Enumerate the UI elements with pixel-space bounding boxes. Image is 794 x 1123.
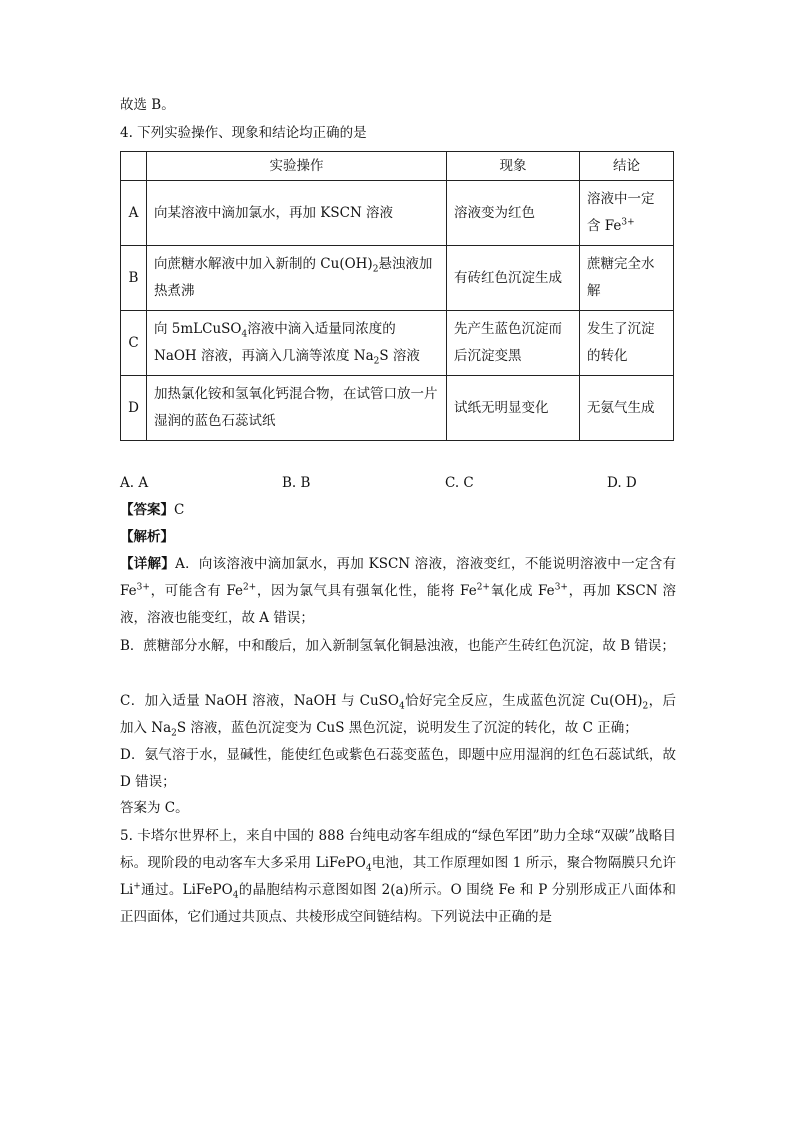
detail-label: 【详解】	[120, 556, 176, 572]
table-row	[121, 246, 674, 311]
answer-options	[120, 475, 640, 495]
explanation-b: B．蔗糖部分水解，中和酸后，加入新制氢氧化铜悬浊液，也能产生砖红色沉淀，故 B 错误；	[120, 638, 675, 654]
header-operation: 实验操作	[147, 152, 447, 181]
row-operation: 向 5mLCuSO$_4$溶液中滴入适量同浓度的 NaOH 溶液，再滴入几滴等浓度 $Na_2S$ 溶液	[147, 311, 447, 376]
row-operation: 向蔗糖水解液中加入新制的 $Cu(OH)_2$悬浊液加热煮沸	[147, 246, 447, 311]
experiment-table	[120, 151, 674, 441]
answer-label: 【答案】	[120, 502, 174, 518]
previous-answer-conclusion: 故选 B。	[120, 97, 175, 113]
header-conclusion: 结论	[580, 152, 674, 181]
row-conclusion: 蔗糖完全水解	[580, 246, 674, 311]
explanation-a: 【详解】A．向该溶液中滴加氯水，再加 KSCN 溶液，溶液变红，不能说明溶液中一定含有 $Fe^{3+}$，可能含有 $Fe^{2+}$，因为氯气具有强氧化性，能将 $Fe^{2+}$氧化成 $Fe^{3+}$，再加 KSCN 溶液，溶液也能变红，故 A 错误；	[120, 556, 676, 626]
row-label: C	[121, 311, 147, 376]
header-phenomenon: 现象	[447, 152, 580, 181]
row-phenomenon: 溶液变为红色	[447, 181, 580, 246]
row-label: B	[121, 246, 147, 311]
row-operation: 加热氯化铵和氢氧化钙混合物，在试管口放一片湿润的蓝色石蕊试纸	[147, 376, 447, 441]
option-d: D. D	[607, 475, 637, 491]
analysis-label: 【解析】	[120, 529, 174, 545]
question-4-stem: 4. 下列实验操作、现象和结论均正确的是	[120, 125, 367, 141]
table-row	[121, 376, 674, 441]
row-phenomenon: 有砖红色沉淀生成	[447, 246, 580, 311]
row-operation: 向某溶液中滴加氯水，再加 KSCN 溶液	[147, 181, 447, 246]
answer-line	[120, 500, 184, 520]
question-5-stem: 5. 卡塔尔世界杯上，来自中国的 888 台纯电动客车组成的“绿色军团”助力全球“双碳”战略目标。现阶段的电动客车大多采用 LiFePO$_4$电池，其工作原理如图 1 所示，聚合物隔膜只允许 Li+通过。LiFePO$_4$的晶胞结构示意图如图 2(a)所示。O 围绕 Fe 和 P 分别形成正八面体和正四面体，它们通过共顶点、共棱形成空间链结构。下列说法中正确的是	[120, 828, 677, 925]
explanation-d: D．氨气溶于水，显碱性，能使红色或紫色石蕊变蓝色，即题中应用湿润的红色石蕊试纸，故 D 错误；	[120, 747, 676, 790]
row-phenomenon: 先产生蓝色沉淀而后沉淀变黑	[447, 311, 580, 376]
row-label: D	[121, 376, 147, 441]
table-row	[121, 311, 674, 376]
option-b: B. B	[282, 475, 311, 491]
row-conclusion: 溶液中一定含 $Fe^{3+}$	[580, 181, 674, 246]
row-phenomenon: 试纸无明显变化	[447, 376, 580, 441]
header-label	[121, 152, 147, 181]
option-c: C. C	[445, 475, 474, 491]
explanation-c: C．加入适量 NaOH 溶液，NaOH 与 CuSO$_4$恰好完全反应，生成蓝色沉淀 $Cu(OH)_2$，后加入 $Na_2S$ 溶液，蓝色沉淀变为 CuS 黑色沉淀，说明发生了沉淀的转化，故 C 正确；	[120, 693, 676, 739]
table-row	[121, 181, 674, 246]
table-header-row	[121, 152, 674, 181]
row-conclusion: 发生了沉淀的转化	[580, 311, 674, 376]
option-a: A. A	[120, 475, 149, 491]
answer-value: C	[174, 502, 185, 518]
final-answer: 答案为 C。	[120, 800, 189, 816]
row-label: A	[121, 181, 147, 246]
row-conclusion: 无氨气生成	[580, 376, 674, 441]
